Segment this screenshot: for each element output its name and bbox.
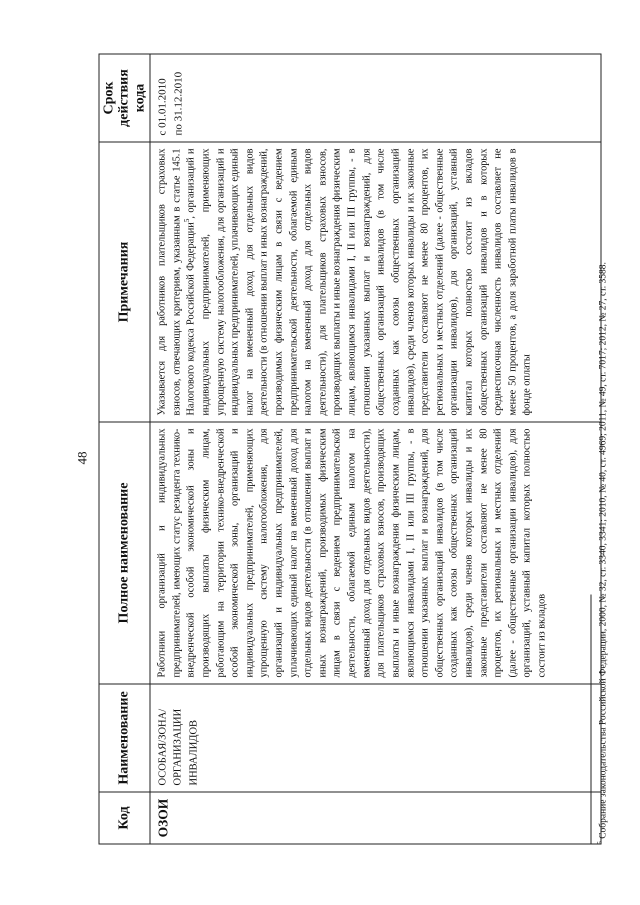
notes-rest: , организаций и индивидуальных предпринимателей, применяющих упрощенную систему налогообложения, для организаций и индивидуальных предпринимателей, уплачивающих единый налог на вмененный доход для отдельных видов деятельности (в отношении выплат и иных вознаграждений, производимых физическим лицам в связи с ведением предпринимательской деятельности, облагаемой единым налогом на вмененный доход для отдельных видов деятельности), для плательщиков страховых взносов, производящих выплаты и иные вознаграждения физическим лицам, являющимся инвалидами I, II или III группы, - в отношении указанных выплат и вознаграждений, для общественных организаций инвалидов (в том числе созданных как союзы общественных организаций инвалидов), среди членов которых инвалиды и их законные представители составляют не менее 80 процентов, их региональных и местных отделений (далее - общественные организации инвалидов), для организаций, уставный капитал которых полностью состоит из вкладов общественных организаций инвалидов и в которых среднесписочная численность инвалидов составляет не менее 50 процентов, а доля заработной платы инвалидов в фонде оплаты	[185, 148, 533, 416]
header-notes: Примечания	[99, 142, 150, 422]
cell-name: ОСОБАЯ/ЗОНА/ ОРГАНИЗАЦИИ ИНВАЛИДОВ	[150, 684, 601, 792]
cell-notes	[150, 142, 601, 422]
document-page	[1, 0, 640, 905]
table-header-row	[99, 54, 150, 844]
page-number: 48	[74, 451, 90, 465]
period-from: с 01.01.2010	[156, 78, 169, 136]
cell-full-name: Работники организаций и индивидуальных предпринимателей, имеющих статус резидента технико-внедренческой особой экономической зоны и производящих выплаты физическим лицам, работающим на территории технико-внедренческой особой экономической зоны, организаций и индивидуальных предпринимателей, применяющих упрощенную систему налогообложения, для организаций и индивидуальных предпринимателей, уплачивающих единый налог на вмененный доход для отдельных видов деятельности (в отношении выплат и иных вознаграждений, производимых физическим лицам в связи с ведением предпринимательской деятельности, облагаемой единым налогом на вмененный доход для отдельных видов деятельности), для плательщиков страховых взносов, производящих выплаты и иные вознаграждения физическим лицам, являющимся инвалидами I, II или III группы, - в отношении указанных выплат и вознаграждений, для общественных организаций инвалидов (в том числе созданных как союзы общественных организаций инвалидов), среди членов которых инвалиды и их законные представители составляют не менее 80 процентов, их региональных и местных отделений (далее - общественные организации инвалидов), для организаций, уставный капитал которых полностью состоит из вкладов	[150, 422, 601, 684]
cell-code: ОЗОИ	[150, 792, 601, 844]
codes-table	[99, 54, 602, 845]
period-to: по 31.12.2010	[172, 71, 185, 136]
header-name: Наименование	[99, 684, 150, 792]
notes-text: Указывается для работников плательщиков страховых взносов, отвечающих критериям, указанным в статье 145.1 Налогового кодекса Российской Федерации	[156, 148, 197, 416]
footnote-mark: 5	[596, 841, 604, 845]
header-code: Код	[99, 792, 150, 844]
cell-period	[150, 54, 601, 142]
footnote-text: Собрание законодательства Российской Федерации, 2000, № 32, ст. 3340, 3341; 2010, № 40, ст. 4969; 2011, № 49, ст. 7017; 2012, № 27, ст. 3588.	[598, 262, 609, 842]
header-period: Срок действия кода	[99, 54, 150, 142]
notes-footnote-mark: 5	[183, 218, 192, 223]
header-full-name: Полное наименование	[99, 422, 150, 684]
footnote-divider	[591, 595, 592, 845]
table-row	[150, 54, 601, 844]
footnote	[596, 55, 609, 845]
